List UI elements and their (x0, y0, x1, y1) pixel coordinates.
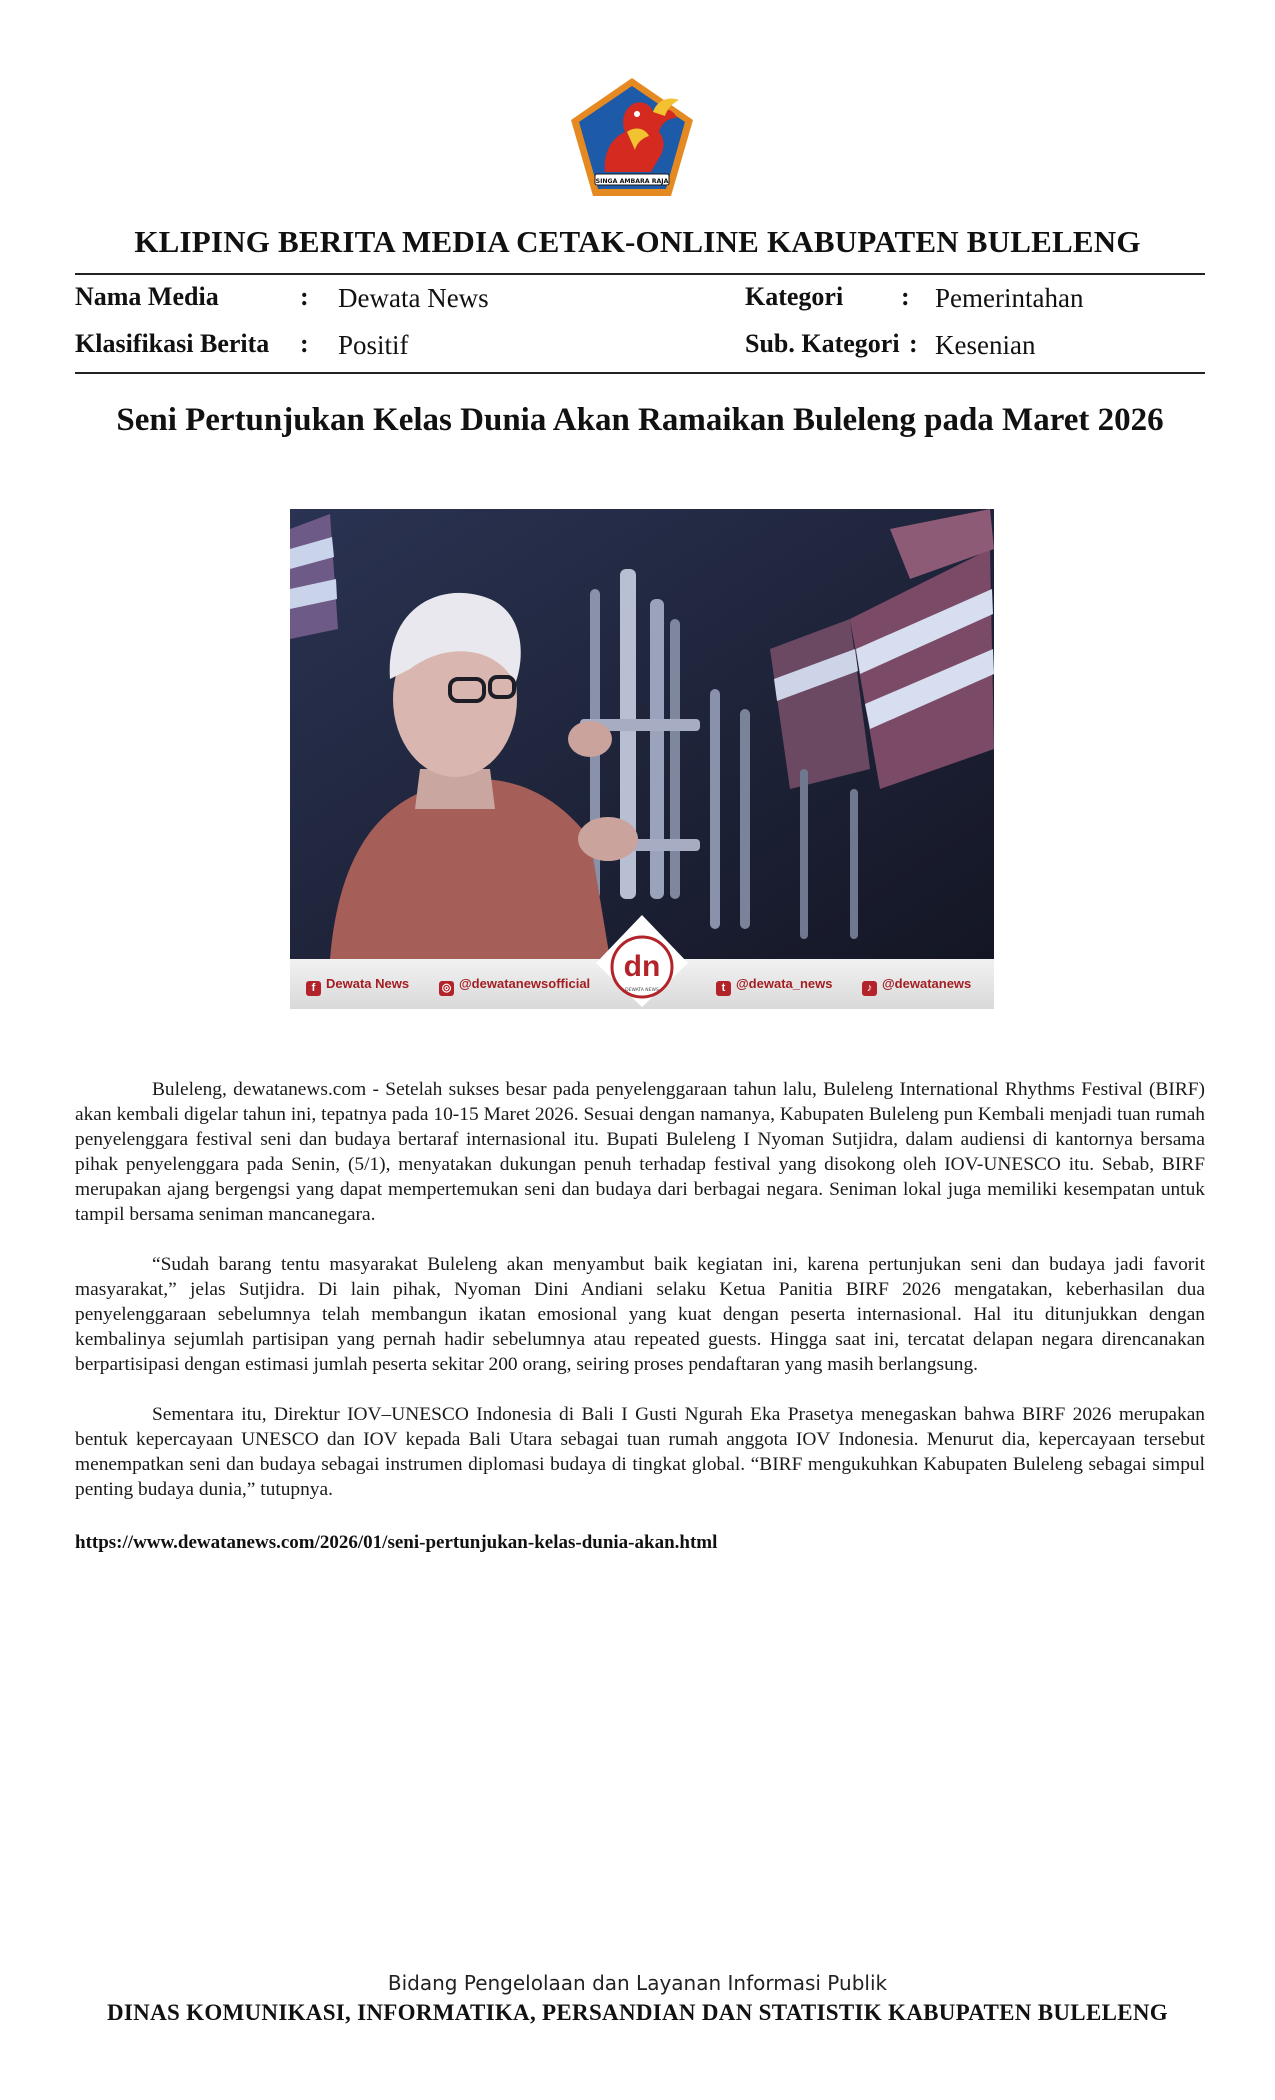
tiktok-icon: ♪ (862, 981, 877, 996)
klasifikasi-value: Positif (338, 330, 409, 360)
header-rule-bottom (75, 372, 1205, 374)
tiktok-handle: @dewatanews (882, 976, 972, 991)
klasifikasi-label: Klasifikasi Berita (75, 329, 270, 358)
social-twitter (716, 976, 833, 996)
media-value: Dewata News (338, 283, 489, 313)
subkategori-colon: : (909, 329, 918, 358)
buleleng-emblem-icon (565, 74, 699, 202)
instagram-handle: @dewatanewsofficial (459, 976, 591, 991)
social-facebook (306, 976, 409, 996)
footer-agency: DINAS KOMUNIKASI, INFORMATIKA, PERSANDIAN DAN STATISTIK KABUPATEN BULELENG (107, 2000, 1168, 2025)
facebook-icon: f (306, 981, 321, 996)
source-link[interactable]: https://www.dewatanews.com/2026/01/seni-pertunjukan-kelas-dunia-akan.html (75, 1532, 718, 1553)
article-paragraph: “Sudah barang tentu masyarakat Buleleng akan menyambut baik kegiatan ini, karena pertunjukan seni dan budaya jadi favorit masyarakat,” jelas Sutjidra. Di lain pihak, Nyoman Dini Andiani selaku Ketua Panitia BIRF 2026 mengatakan, keberhasilan dua penyelenggaraan sebelumnya telah membangun ikatan emosional yang kuat dengan peserta internasional. Hal itu ditunjukkan dengan kembalinya sejumlah partisipan yang pernah hadir sebelumnya atau repeated guests. Hingga saat ini, tercatat delapan negara direncanakan berpartisipasi dengan estimasi jumlah peserta sekitar 200 orang, seiring proses pendaftaran yang masih berlangsung. (75, 1254, 1205, 1375)
media-colon: : (300, 282, 309, 311)
kategori-value: Pemerintahan (935, 283, 1084, 313)
article-paragraph: Buleleng, dewatanews.com - Setelah sukses besar pada penyelenggaraan tahun lalu, Buleleng International Rhythms Festival (BIRF) akan kembali digelar tahun ini, tepatnya pada 10-15 Maret 2026. Sesuai dengan namanya, Kabupaten Buleleng pun Kembali menjadi tuan rumah penyelenggara festival seni dan budaya bertaraf internasional itu. Bupati Buleleng I Nyoman Sutjidra, dalam audiensi di kantornya bersama pihak penyelenggara pada Senin, (5/1), menyatakan dukungan penuh terhadap festival yang disokong oleh IOV-UNESCO itu. Sebab, BIRF merupakan ajang bergengsi yang dapat mempertemukan seni dan budaya dari berbagai negara. Seniman lokal juga memiliki kesempatan untuk tampil bersama seniman mancanegara. (75, 1079, 1205, 1225)
svg-text:DEWATA NEWS: DEWATA NEWS (625, 988, 659, 993)
subkategori-label: Sub. Kategori (745, 329, 900, 358)
twitter-handle: @dewata_news (736, 976, 833, 991)
article-body (75, 1077, 1205, 1527)
article-paragraph: Sementara itu, Direktur IOV–UNESCO Indonesia di Bali I Gusti Ngurah Eka Prasetya menegaskan bahwa BIRF 2026 merupakan bentuk kepercayaan UNESCO dan IOV kepada Bali Utara sebagai tuan rumah anggota IOV Indonesia. Menurut dia, kepercayaan tersebut menempatkan seni dan budaya sebagai instrumen diplomasi budaya di tingkat global. “BIRF mengukuhkan Kabupaten Buleleng sebagai simpul penting budaya dunia,” tutupnya. (75, 1404, 1205, 1500)
article-headline: Seni Pertunjukan Kelas Dunia Akan Ramaikan Buleleng pada Maret 2026 (116, 402, 1164, 438)
subkategori-value: Kesenian (935, 330, 1036, 360)
media-label: Nama Media (75, 282, 219, 311)
social-instagram (439, 976, 590, 996)
svg-text:SINGA AMBARA RAJA: SINGA AMBARA RAJA (595, 178, 669, 185)
angklung-performer-icon (290, 509, 994, 959)
instagram-icon: ◎ (439, 981, 454, 996)
facebook-handle: Dewata News (326, 976, 410, 991)
footer-division: Bidang Pengelolaan dan Layanan Informasi Publik (387, 1971, 888, 1995)
svg-text:dn: dn (623, 950, 661, 983)
article-photo (290, 509, 994, 1009)
clipping-title: KLIPING BERITA MEDIA CETAK-ONLINE KABUPATEN BULELENG (134, 224, 1141, 259)
klasifikasi-colon: : (300, 329, 309, 358)
dewata-news-logo-icon (594, 913, 690, 1009)
header-rule-top (75, 273, 1205, 275)
kategori-label: Kategori (745, 282, 844, 311)
social-tiktok (862, 976, 971, 996)
twitter-icon: t (716, 981, 731, 996)
kategori-colon: : (901, 282, 910, 311)
